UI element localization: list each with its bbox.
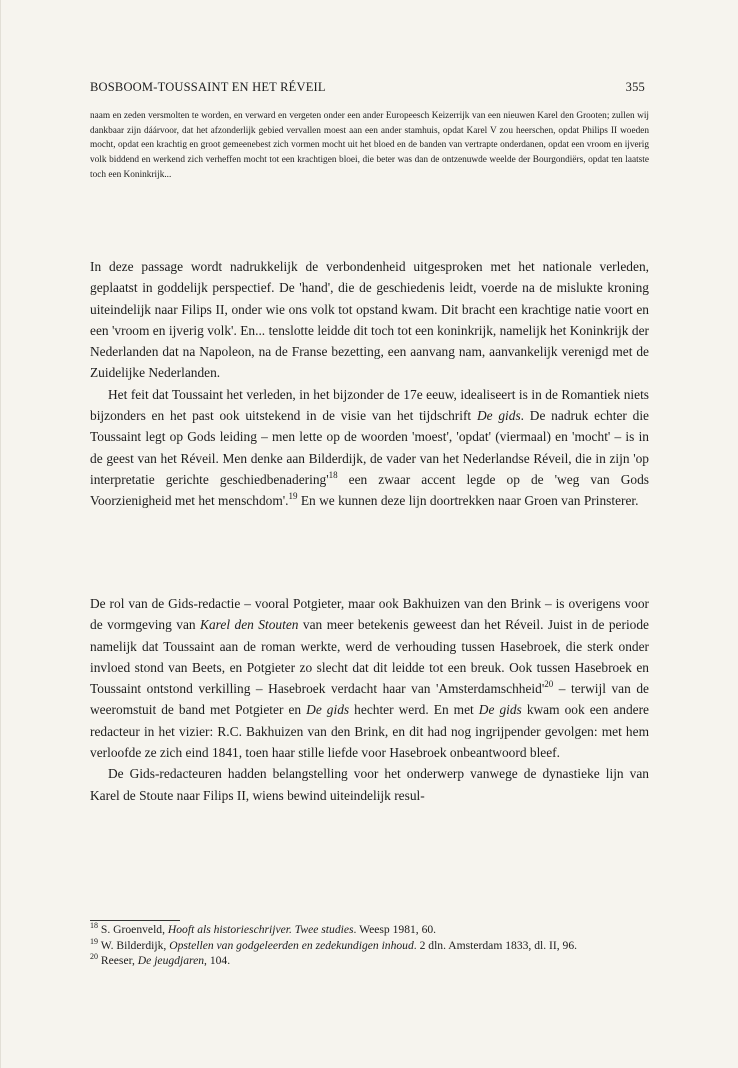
journal-title: De gids [476, 408, 521, 424]
page-number: 355 [625, 80, 645, 94]
footnote-number: 19 [90, 936, 98, 946]
footnote: $^{20}$ Reeser, De jeugdjaren, 104. [90, 952, 231, 968]
cited-title: Opstellen van godgeleerden en zedekundigen inhoud [169, 938, 414, 952]
paragraph: De rol van de Gids-redactie – vooral Potgieter, maar ook Bakhuizen van den Brink – is overigens voor de vormgeving van Karel den Stouten van meer betekenis geweest dan het Réveil. Juist in de periode namelijk dat Toussaint aan de roman werkte, werd de verhouding tussen Hasebroek, die sterk onder invloed stond van Beets, en Potgieter zo slecht dat dit leidde tot een breuk. Ook tussen Hasebroek en Toussaint ontstond verkilling – Hasebroek verdacht haar van '$Amsterdamschheid'^{20}$ – terwijl van de weeromstuit de band met Potgieter en De gids hechter werd. En met De gids kwam ook een andere redacteur in het vizier: R.C. Bakhuizen van den Brink, en dit had nog ingrijpender gevolgen: met hem verloofde ze zich eind 1841, toen haar stille liefde voor Hasebroek onbeantwoord bleef. [90, 596, 649, 761]
footnote-ref[interactable]: 19 [288, 491, 298, 502]
cited-title: Hooft als historieschrijver. Twee studies [167, 923, 354, 936]
running-header [90, 80, 645, 95]
paragraph: In deze passage wordt nadrukkelijk de verbondenheid uitgesproken met het nationale verleden, geplaatst in goddelijk perspectief. De 'hand', die de geschiedenis leidt, voerde na de mislukte kroning uiteindelijk naar Filips II, onder wie ons volk tot opstand kwam. Dit bracht een krachtige natie voort en een 'vroom en ijverig volk'. En... tenslotte leidde dit toch tot een koninkrijk, namelijk het Koninkrijk der Nederlanden dat na Napoleon, na de Franse bezetting, een aanvang nam, aanvankelijk verenigd met de Zuidelijke Nederlanden. [90, 259, 649, 381]
footnote-ref[interactable]: 20 [544, 679, 554, 690]
body-section-1 [90, 256, 649, 512]
block-quote: naam en zeden versmolten te worden, en verward en vergeten onder een ander Europeesch Keizerrijk van een nieuwen Karel den Grooten; zullen wij dankbaar zijn dáárvoor, dat het afzonderlijk gebied vervallen moest aan een ander stamhuis, opdat Karel V zou heerschen, opdat Philips II woeden mocht, opdat een krachtig en groot gemeenebest zich vormen mocht uit het bloed en de banden van vertrapte onderdanen, opdat een vroom en ijverig volk biddend en werkend zich verheffen mocht tot een krachtigen bloei, die beter was dan de ontzenuwde weelde der Bourgondiërs, opdat ten laatste toch een Koninkrijk... [90, 111, 649, 180]
footnote: $^{19}$ W. Bilderdijk, Opstellen van godgeleerden en zedekundigen inhoud. 2 dln. Amsterdam 1833, dl. II, 96. [90, 936, 578, 952]
body-section-2 [90, 593, 649, 806]
running-title: BOSBOOM-TOUSSAINT EN HET RÉVEIL [90, 80, 326, 94]
paragraph: Het feit dat Toussaint het verleden, in het bijzonder de 17e eeuw, idealiseert is in de Romantiek niets bijzonders en het past ook uitstekend in de visie van het tijdschrift De gids. De nadruk echter die Toussaint legt op Gods leiding – men lette op de woorden 'moest', 'opdat' (viermaal) en 'mocht' – is in de geest van het Réveil. Men denke aan Bilderdijk, de vader van het Nederlandse Réveil, die in zijn 'op interpretatie gerichte $geschiedbenadering'^{18}$ een zwaar accent legde op de 'weg van Gods Voorzienigheid met het menschdom'.$^{19}$ En we kunnen deze lijn doortrekken naar Groen van Prinsterer. [90, 386, 650, 509]
journal-title: De gids [478, 702, 522, 718]
footnote-number: 20 [90, 952, 98, 962]
footnote: $^{18}$ S. Groenveld, Hooft als historieschrijver. Twee studies. Weesp 1981, 60. [90, 921, 437, 936]
footnotes [90, 923, 649, 970]
cited-title: De jeugdjaren [137, 954, 205, 968]
footnote-rule [90, 920, 180, 921]
footnote-number: 18 [90, 921, 98, 930]
footnote-ref[interactable]: 18 [328, 469, 338, 480]
novel-title: Karel den Stouten [200, 617, 299, 633]
journal-title: De gids [306, 702, 350, 718]
paragraph: De Gids-redacteuren hadden belangstelling voor het onderwerp vanwege de dynastieke lijn van Karel de Stoute naar Filips II, wiens bewind uiteindelijk resul- [90, 766, 649, 803]
